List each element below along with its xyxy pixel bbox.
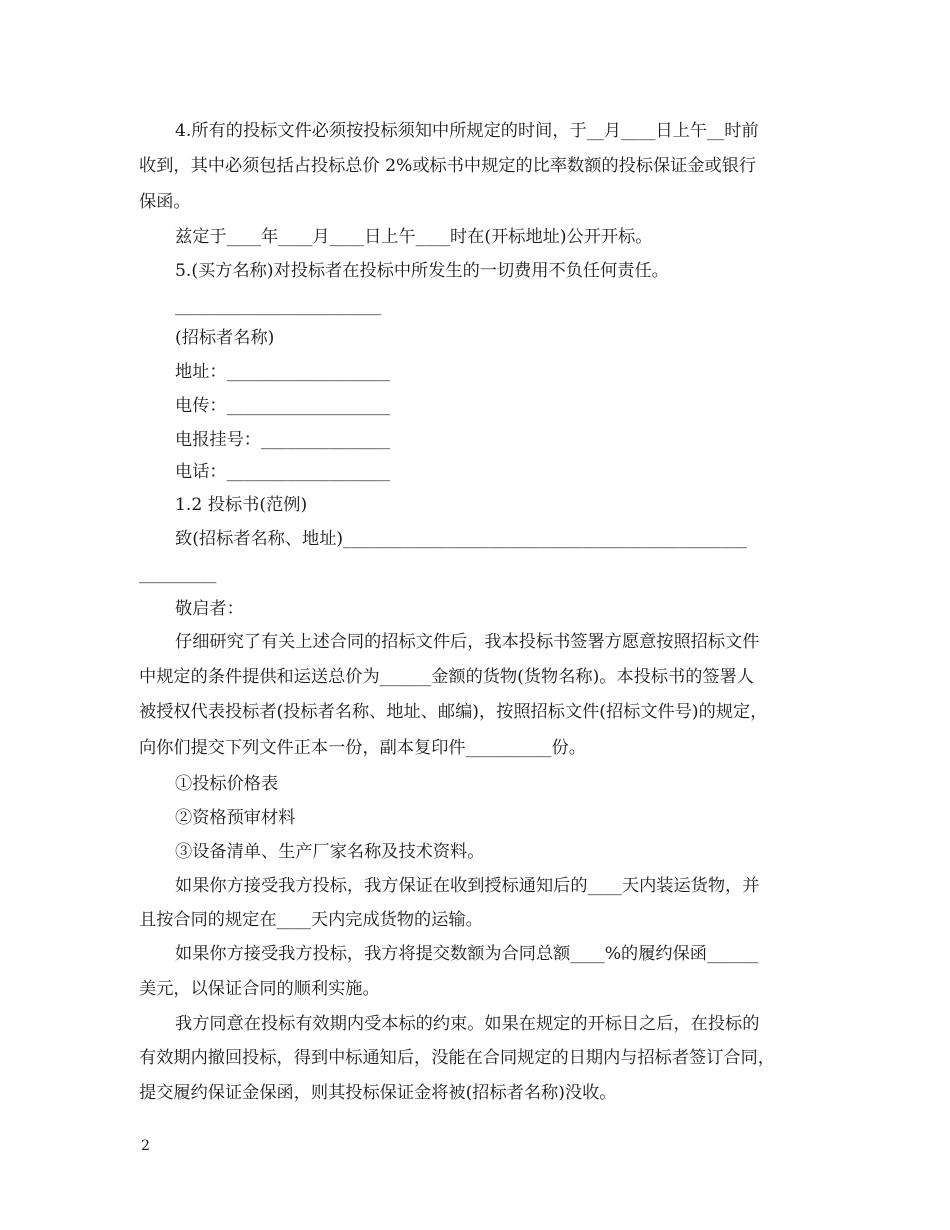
text-line: 且按合同的规定在____天内完成货物的运输。 <box>139 910 483 930</box>
text-line: 中规定的条件提供和运送总价为______金额的货物(货物名称)。本投标书的签署人 <box>139 667 754 687</box>
salutation: 敬启者： <box>175 599 244 619</box>
text-line: (招标者名称) <box>175 328 275 348</box>
text-line: 如果你方接受我方投标，我方将提交数额为合同总额____%的履约保函______ <box>175 944 759 964</box>
list-item: ②资格预审材料 <box>175 808 296 828</box>
text-line: 兹定于____年____月____日上午____时在(开标地址)公开开标。 <box>175 227 653 247</box>
address-field: 地址：___________________ <box>175 362 390 382</box>
text-line: 如果你方接受我方投标，我方保证在收到授标通知后的____天内装运货物，并 <box>175 876 760 896</box>
text-line: 提交履约保证金保函，则其投标保证金将被(招标者名称)没收。 <box>139 1083 617 1103</box>
text-line: 向你们提交下列文件正本一份，副本复印件__________份。 <box>139 738 586 758</box>
text-line: _________ <box>139 564 217 584</box>
page-number: 2 <box>141 1138 150 1154</box>
section-heading: 1.2 投标书(范例) <box>175 495 308 515</box>
cable-field: 电报挂号：_______________ <box>175 430 390 450</box>
text-line: 4.所有的投标文件必须按投标须知中所规定的时间，于__月____日上午__时前 <box>175 121 759 141</box>
text-line: 保函。 <box>139 192 191 212</box>
text-line: 有效期内撤回投标，得到中标通知后，没能在合同规定的日期内与招标者签订合同， <box>139 1048 775 1068</box>
telex-field: 电传：___________________ <box>175 396 390 416</box>
text-line: 我方同意在投标有效期内受本标的约束。如果在规定的开标日之后，在投标的 <box>175 1014 760 1034</box>
text-line: 5.(买方名称)对投标者在投标中所发生的一切费用不负任何责任。 <box>175 261 669 281</box>
text-line: 仔细研究了有关上述合同的招标文件后，我本投标书签署方愿意按照招标文件 <box>175 632 760 652</box>
text-line: 收到，其中必须包括占投标总价 2%或标书中规定的比率数额的投标保证金或银行 <box>139 156 757 176</box>
text-line: 被授权代表投标者(投标者名称、地址、邮编)，按照招标文件(招标文件号)的规定， <box>139 702 768 722</box>
list-item: ①投标价格表 <box>175 774 279 794</box>
text-line: 致(招标者名称、地址)_______________________________________________ <box>175 529 748 549</box>
list-item: ③设备清单、生产厂家名称及技术资料。 <box>175 842 485 862</box>
text-line: 美元，以保证合同的顺利实施。 <box>139 979 380 999</box>
phone-field: 电话：___________________ <box>175 462 390 482</box>
signature-line: ________________________ <box>175 296 382 316</box>
